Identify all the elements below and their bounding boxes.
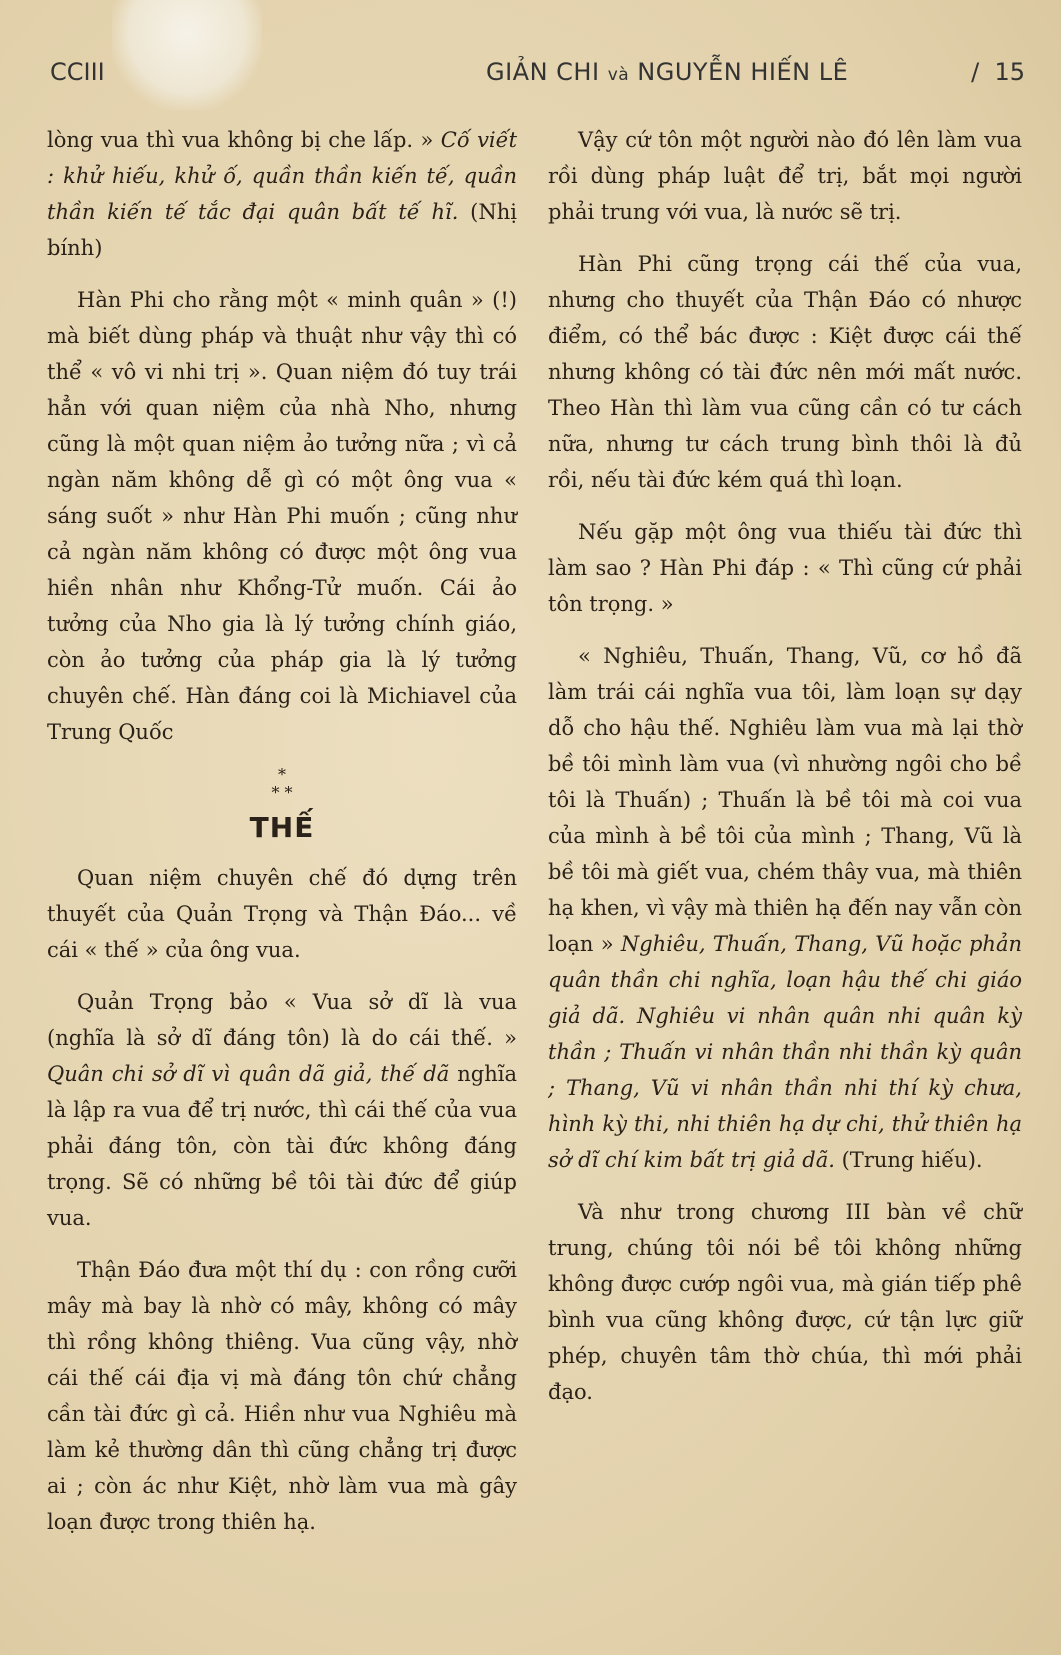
paragraph: Nếu gặp một ông vua thiếu tài đức thì làm sao ? Hàn Phi đáp : « Thì cũng cứ phải tôn trọng. » [548,520,1022,616]
paragraph: Vậy cứ tôn một người nào đó lên làm vua rồi dùng pháp luật để trị, bắt mọi người phải trung với vua, là nước sẽ trị. [548,128,1022,224]
title-main: GIẢN CHI [486,58,608,86]
paragraph: Hàn Phi cho rằng một « minh quân » (!) mà biết dùng pháp và thuật như vậy thì có thể « vô vi nhi trị ». Quan niệm đó tuy trái hẳn với quan niệm của nhà Nho, nhưng cũng là một quan niệm ảo tưởng nữa ; vì cả ngàn năm không dễ gì có một ông vua « sáng suốt » như Hàn Phi muốn ; cũng như cả ngàn năm không có được một ông vua hiền nhân như Khổng-Tử muốn. Cái ảo tưởng của Nho gia là lý tưởng chính giáo, còn ảo tưởng của pháp gia là lý tưởng chuyên chế. Hàn đáng coi là Michiavel của Trung Quốc [47,288,517,744]
text-run: Quản Trọng bảo « Vua sở dĩ là vua (nghĩa là sở dĩ đáng tôn) là do cái thế. » [47,990,517,1050]
italic-quote: Nghiêu, Thuấn, Thang, Vũ hoặc phản quân thần chi nghĩa, loạn hậu thế chi giáo giả dã. Nghiêu vi nhân quân nhi quân kỳ thần ; Thuấn vi nhân thần nhi thần kỳ quân ; Thang, Vũ vi nhân thần nhi thí kỳ chưa, hình kỳ thi, nhi thiên hạ dự chi, thử thiên hạ sở dĩ chí kim bất trị giả dã. [548,932,1022,1172]
text-run: lòng vua thì vua không bị che lấp. » [47,128,441,152]
left-column [47,122,517,1556]
paragraph: Quan niệm chuyên chế đó dựng trên thuyết của Quản Trọng và Thận Đáo... về cái « thế » của ông vua. [47,866,517,962]
paragraph [548,638,1022,1178]
running-title [486,58,848,86]
paragraph [47,984,517,1236]
page-number-group [971,58,1025,86]
chapter-number: CCIII [50,58,105,86]
title-rest: NGUYỄN HIẾN LÊ [629,58,849,86]
header-separator: / [971,58,980,86]
page-number: 15 [994,58,1025,86]
running-header [50,52,1025,92]
italic-quote: Quân chi sở dĩ vì quân dã giả, thế dã [47,1062,450,1086]
text-run: « Nghiêu, Thuấn, Thang, Vũ, cơ hồ đã làm trái cái nghĩa vua tôi, làm loạn sự dạy dỗ cho hậu thế. Nghiêu làm vua mà lại thờ bề tôi mình làm vua (vì nhường ngôi cho bề tôi là Thuấn) ; Thuấn là bề tôi mà coi vua của mình à bề tôi của mình ; Thang, Vũ là bề tôi mà giết vua, chém thây vua, mà thiên hạ khen, vì vậy mà thiên hạ đến nay vẫn còn loạn » [548,644,1022,956]
text-run: nghĩa là lập ra vua để trị nước, thì cái thế của vua phải đáng tôn, còn tài đức không đáng trọng. Sẽ có những bề tôi tài đức để giúp vua. [47,1062,518,1230]
citation: (Trung hiếu). [834,1148,983,1172]
section-title: THẾ [249,811,315,844]
section-divider: * * * [271,765,293,802]
paragraph: Và như trong chương III bàn về chữ trung, chúng tôi nói bề tôi không những không được cướp ngôi vua, mà gián tiếp phê bình vua cũng không được, cứ tận lực giữ phép, chuyên tâm thờ chúa, thì mới phải đạo. [548,1200,1022,1404]
paragraph: Hàn Phi cũng trọng cái thế của vua, nhưng cho thuyết của Thận Đáo có nhược điểm, có thể bác được : Kiệt được cái thế nhưng không có tài đức nên mới mất nước. Theo Hàn thì làm vua cũng cần có tư cách nữa, nhưng tư cách trung bình thôi là đủ rồi, nếu tài đức kém quá thì loạn. [548,252,1022,492]
paragraph [47,122,517,266]
title-conj: và [607,65,630,85]
right-column [548,122,1022,1426]
citation: (Nhị bính) [47,200,517,260]
paragraph: Thận Đáo đưa một thí dụ : con rồng cưỡi mây mà bay là nhờ có mây, không có mây thì rồng không thiêng. Vua cũng vậy, nhờ cái thế cái địa vị mà đáng tôn chứ chẳng cần tài đức gì cả. Hiền như vua Nghiêu mà làm kẻ thường dân thì cũng chẳng trị được ai ; còn ác như Kiệt, nhờ làm vua mà gây loạn được trong thiên hạ. [47,1258,517,1534]
italic-quote: Cố viết : khử hiếu, khử ố, quần thần kiến tế, quần thần kiến tế tắc đại quân bất tế hĩ. [47,128,518,224]
